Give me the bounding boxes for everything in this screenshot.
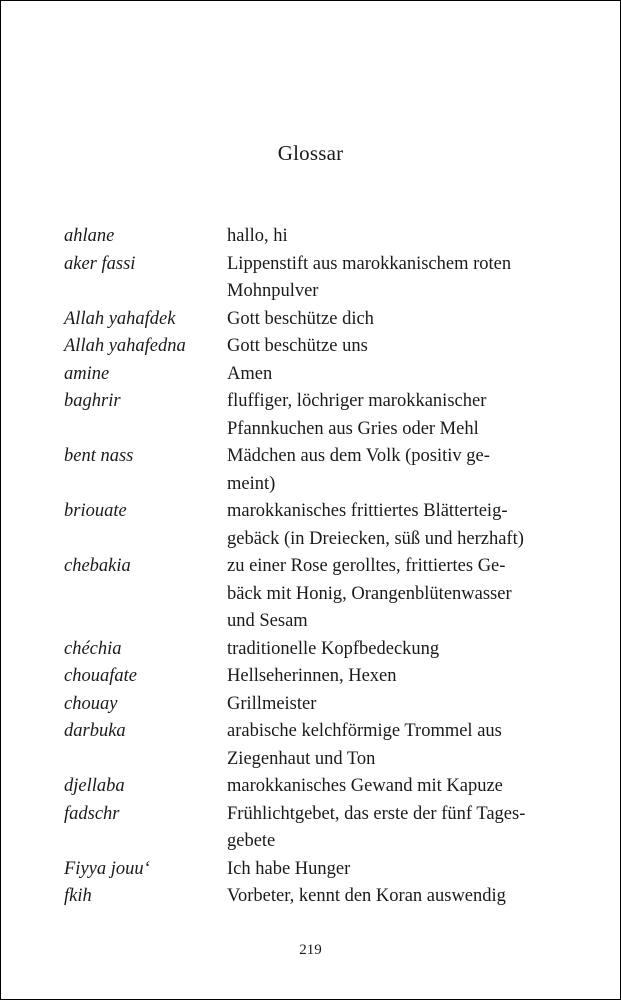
glossary-entry <box>64 691 564 719</box>
glossary-term: Allah yahafedna <box>64 336 186 356</box>
glossary-term: Allah yahafdek <box>64 308 176 329</box>
glossary-definition <box>227 553 564 636</box>
glossary-definition <box>227 801 564 856</box>
glossary-term: fadschr <box>64 803 120 824</box>
definition-line: gebete <box>227 831 276 851</box>
glossary-term: djellaba <box>64 776 125 796</box>
glossary-term: darbuka <box>64 721 126 741</box>
glossary-definition <box>227 333 564 361</box>
glossary-entry <box>64 498 564 553</box>
definition-line: arabische kelchförmige Trommel aus <box>227 721 502 741</box>
definition-line: Grillmeister <box>227 693 317 714</box>
glossary-definition <box>227 856 564 884</box>
glossary-entry <box>64 251 564 306</box>
glossary-definition <box>227 251 564 306</box>
glossary-entry <box>64 773 564 801</box>
definition-line: und Sesam <box>227 611 308 631</box>
glossary-entry <box>64 663 564 691</box>
glossary-entry <box>64 801 564 856</box>
glossary-term: amine <box>64 363 110 384</box>
definition-line: meint) <box>227 473 276 494</box>
glossary-definition <box>227 361 564 389</box>
glossary-term: aker fassi <box>64 253 136 274</box>
definition-line: Ich habe Hunger <box>227 858 351 879</box>
definition-line: marokkanisches Gewand mit Kapuze <box>227 776 503 796</box>
page-number: 219 <box>299 942 322 958</box>
definition-line: Frühlichtgebet, das erste der fünf Tages- <box>227 803 526 824</box>
glossary-definition <box>227 223 564 251</box>
glossary-term: ahlane <box>64 226 115 246</box>
definition-line: hallo, hi <box>227 226 288 246</box>
glossary-definition <box>227 636 564 664</box>
definition-line: gebäck (in Dreiecken, süß und herzhaft) <box>227 528 524 549</box>
glossary-term: briouate <box>64 501 127 521</box>
definition-line: Ziegenhaut und Ton <box>227 748 376 769</box>
glossary-entry <box>64 388 564 443</box>
glossary-list <box>64 223 564 911</box>
glossary-definition <box>227 443 564 498</box>
glossary-term: fkih <box>64 886 92 906</box>
glossary-entry <box>64 883 564 911</box>
glossary-entry <box>64 718 564 773</box>
glossary-entry <box>64 443 564 498</box>
glossary-term: chouafate <box>64 666 137 686</box>
definition-line: Vorbeter, kennt den Koran auswendig <box>227 886 506 906</box>
glossary-definition <box>227 718 564 773</box>
definition-line: Mädchen aus dem Volk (positiv ge- <box>227 446 490 466</box>
definition-line: Gott beschütze dich <box>227 308 374 329</box>
definition-line: Lippenstift aus marokkanischem roten <box>227 253 512 274</box>
glossary-definition <box>227 773 564 801</box>
definition-line: Mohnpulver <box>227 281 319 301</box>
glossary-entry <box>64 361 564 389</box>
definition-line: zu einer Rose gerolltes, frittiertes Ge- <box>227 556 506 576</box>
glossary-entry <box>64 333 564 361</box>
definition-line: fluffiger, löchriger marokkanischer <box>227 391 487 411</box>
definition-line: marokkanisches frittiertes Blätterteig- <box>227 501 508 521</box>
glossary-definition <box>227 663 564 691</box>
definition-line: Gott beschütze uns <box>227 336 368 356</box>
glossary-term: chéchia <box>64 638 122 659</box>
definition-line: bäck mit Honig, Orangenblütenwasser <box>227 583 512 604</box>
glossary-term: chouay <box>64 693 118 714</box>
definition-line: Pfannkuchen aus Gries oder Mehl <box>227 418 479 439</box>
glossary-term: baghrir <box>64 391 121 411</box>
glossary-entry <box>64 306 564 334</box>
glossary-term: bent nass <box>64 446 134 466</box>
definition-line: traditionelle Kopfbedeckung <box>227 638 440 659</box>
glossary-definition <box>227 498 564 553</box>
definition-line: Hellseherinnen, Hexen <box>227 666 397 686</box>
glossary-definition <box>227 388 564 443</box>
glossary-term: chebakia <box>64 556 131 576</box>
glossary-entry <box>64 223 564 251</box>
glossary-definition <box>227 883 564 911</box>
glossary-definition <box>227 306 564 334</box>
glossary-entry <box>64 553 564 636</box>
glossary-entry <box>64 856 564 884</box>
glossary-definition <box>227 691 564 719</box>
glossary-term: Fiyya jouu‘ <box>64 858 150 879</box>
page-title: Glossar <box>277 141 344 165</box>
glossary-entry <box>64 636 564 664</box>
definition-line: Amen <box>227 363 273 384</box>
